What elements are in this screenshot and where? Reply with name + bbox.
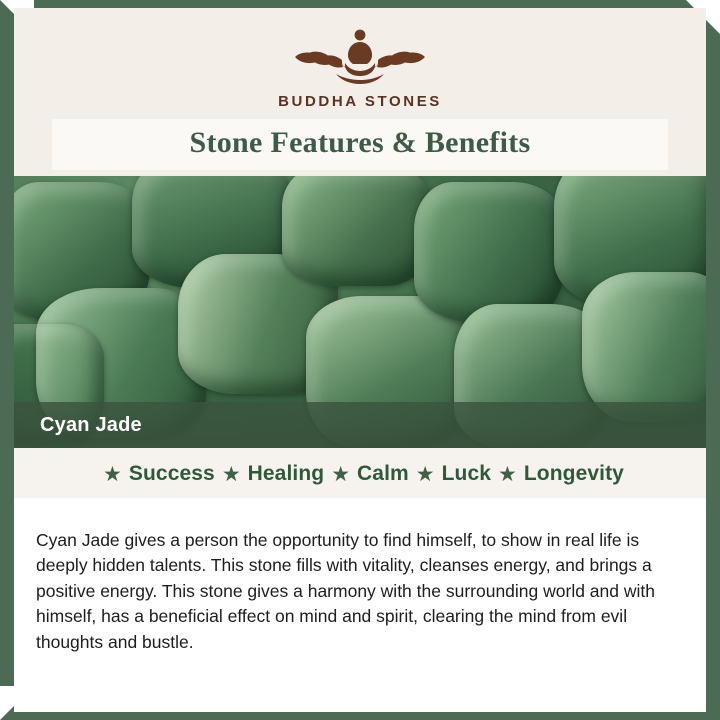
page-title: Stone Features & Benefits: [189, 126, 531, 159]
star-icon: ★: [221, 462, 241, 486]
brand-logo: [14, 8, 706, 110]
photo-caption-bar: [14, 402, 706, 448]
stone-shape: [282, 176, 432, 286]
stone-name-caption: Cyan Jade: [40, 413, 142, 436]
content-card: [14, 8, 706, 712]
stone-shape: [582, 272, 706, 422]
benefit-label: Healing: [247, 462, 325, 485]
benefits-row: [14, 448, 706, 498]
benefit-label: Luck: [441, 462, 492, 485]
description-text: Cyan Jade gives a person the opportunity to find himself, to show in real life is deeply hidden talents. This stone fills with vitality, cleanses energy, and brings a positive energy. This stone gives a harmony with the surrounding world and with himself, has a beneficial effect on mind and spirit, clearing the mind from evil thoughts and bustle.: [36, 529, 655, 652]
bottom-spacer: [14, 673, 706, 712]
header: [14, 8, 706, 176]
star-icon: ★: [498, 462, 517, 486]
stone-photo: [14, 176, 706, 448]
benefit-label: Calm: [357, 462, 409, 485]
star-icon: ★: [103, 462, 122, 486]
description-section: [14, 498, 706, 655]
star-icon: ★: [415, 462, 435, 486]
stone-shape: [414, 182, 564, 322]
lotus-meditation-icon: [280, 24, 440, 86]
benefit-label: Longevity: [523, 462, 624, 485]
brand-name: BUDDHA STONES: [278, 93, 442, 110]
title-plate: [52, 119, 668, 170]
benefit-label: Success: [128, 462, 215, 485]
star-icon: ★: [331, 462, 351, 486]
